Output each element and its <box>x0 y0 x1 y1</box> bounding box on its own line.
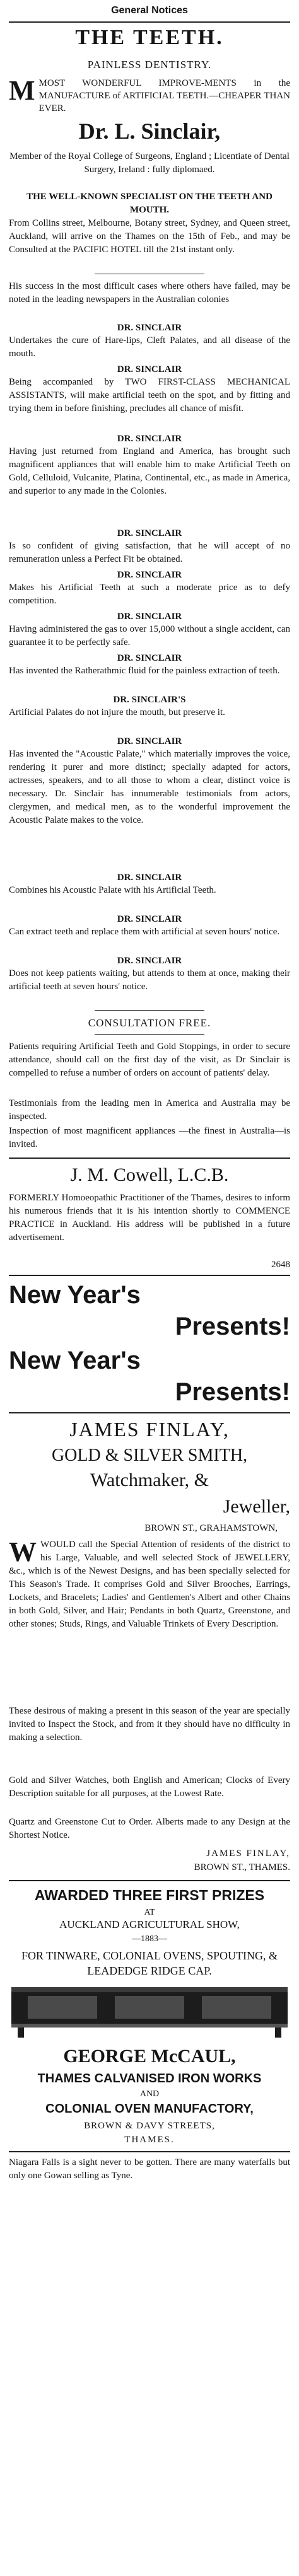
dr-label: DR. SINCLAIR <box>117 323 182 333</box>
divider <box>95 1034 204 1035</box>
dr-label: DR. SINCLAIR <box>117 528 182 538</box>
finlay-trade: GOLD & SILVER SMITH, <box>51 1446 248 1465</box>
oven-top <box>11 1987 288 1992</box>
consultation-title: CONSULTATION FREE. <box>88 1017 211 1029</box>
drop-cap: M <box>9 75 35 106</box>
dr-label: DR. SINCLAIR <box>117 956 182 966</box>
finlay-body-text: WOULD call the Special Attention of residents of the district to his Large, Valuable, and well selected Stock of JEWELLERY, &c., which is of the Newest Designs, and has been specially selected for This Season's Trade. It comprises Gold and Silver Brooches, Earrings, Lockets, and Bracelets; Ladies' and Gentlemen's Albert and other Chains in both Gold, Silver, and Hair; Pendants in both Quartz, Greenstone, and other stones; Studs, Rings, and Valuable Trinkets of Every Description. <box>9 1540 290 1629</box>
colonial-oven-illustration <box>9 1985 290 2040</box>
oven-leg <box>275 2028 281 2038</box>
success-text: His success in the most difficult cases where others have failed, may be noted in the leading newspapers in the Australian colonies <box>9 281 290 305</box>
specialist-line: THE WELL-KNOWN SPECIALIST ON THE TEETH AND MOUTH. <box>26 192 273 215</box>
divider <box>9 2151 290 2152</box>
mccaul-works: COLONIAL OVEN MANUFACTORY, <box>45 2102 254 2116</box>
paragraph: Combines his Acoustic Palate with his Artificial Teeth. <box>9 885 216 895</box>
cowell-title: J. M. Cowell, L.C.B. <box>70 1164 229 1185</box>
oven-leg <box>18 2028 24 2038</box>
ad-title-teeth: THE TEETH. <box>75 26 224 49</box>
finlay-address: BROWN ST., GRAHAMSTOWN, <box>144 1523 278 1533</box>
paragraph: Being accompanied by TWO FIRST-CLASS MECHANICAL ASSISTANTS, will make artificial teeth on the spot, and by fitting and trying them in before finishing, precludes all chance of misfit. <box>9 377 290 414</box>
paragraph: Undertakes the cure of Hare-lips, Cleft Palates, and all disease of the mouth. <box>9 335 290 359</box>
finlay-body <box>9 1538 290 1631</box>
divider <box>95 1010 204 1011</box>
finlay-body: These desirous of making a present in this season of the year are specially invited to Inspect the Stock, and from it they should have no difficulty in making a selection. <box>9 1706 290 1743</box>
mccaul-address: BROWN & DAVY STREETS, <box>84 2121 215 2131</box>
mccaul-name: GEORGE McCAUL, <box>63 2046 236 2067</box>
consultation-text: Patients requiring Artificial Teeth and Gold Stoppings, in order to secure attendance, should call on the first day of the visit, as Dr Sinclair is compelled to refuse a number of orders on account of patients' delay. <box>9 1041 290 1078</box>
lead-text: MOST WONDERFUL IMPROVE-MENTS in the MANUFACTURE of ARTIFICIAL TEETH.—CHEAPER THAN EVER. <box>38 78 290 113</box>
dr-label: DR. SINCLAIR <box>117 434 182 444</box>
dr-label: DR. SINCLAIR'S <box>113 695 186 705</box>
divider <box>9 1157 290 1159</box>
finlay-signature-address: BROWN ST., THAMES. <box>194 1862 290 1872</box>
oven-door <box>115 1996 184 2019</box>
mccaul-at: AT <box>144 1908 155 1917</box>
paragraph: Makes his Artificial Teeth at such a moderate price as to defy competition. <box>9 583 290 606</box>
inspection-text: Inspection of most magnificent appliances —the finest in Australia—is invited. <box>9 1126 290 1149</box>
dr-label: DR. SINCLAIR <box>117 612 182 622</box>
ad-subtitle: PAINLESS DENTISTRY. <box>87 59 212 71</box>
finlay-body: Gold and Silver Watches, both English and American; Clocks of Every Description suitable for all purposes, at the Lowest Rate. <box>9 1775 290 1799</box>
mccaul-works: AND <box>139 2089 160 2099</box>
finlay-trade: Watchmaker, & <box>90 1470 209 1490</box>
testimonials-text: Testimonials from the leading men in America and Australia may be inspected. <box>9 1098 290 1122</box>
paragraph: Having administered the gas to over 15,000 without a single accident, can guarantee it to be perfectly safe. <box>9 624 290 647</box>
oven-door <box>202 1996 271 2019</box>
dr-label: DR. SINCLAIR <box>117 736 182 746</box>
finlay-body: Quartz and Greenstone Cut to Order. Alberts made to any Design at the Shortest Notice. <box>9 1817 290 1840</box>
mccaul-awards: AWARDED THREE FIRST PRIZES <box>34 1887 265 1903</box>
doctor-name: Dr. L. Sinclair, <box>78 119 221 144</box>
oven-door <box>28 1996 97 2019</box>
mccaul-products: FOR TINWARE, COLONIAL OVENS, SPOUTING, & LEADEDGE RIDGE CAP. <box>21 1949 278 1977</box>
drop-cap: W <box>9 1536 37 1567</box>
finlay-signature: JAMES FINLAY, <box>206 1848 290 1859</box>
paragraph: Having just returned from England and America, has brought such magnificent appliances that will enable him to make Artificial Teeth on Gold, Celluloid, Vulcanite, Platina, Continental, etc., as made in America, and superior to any made in the Colonies. <box>9 446 290 496</box>
mccaul-year: —1883— <box>132 1934 167 1944</box>
divider <box>9 1880 290 1881</box>
dr-label: DR. SINCLAIR <box>117 914 182 924</box>
credentials: Member of the Royal College of Surgeons, England ; Licentiate of Dental Surgery, Ireland : fully diplomaed. <box>9 151 290 175</box>
divider <box>9 21 290 23</box>
footer-notice: Niagara Falls is a sight never to be gotten. There are many waterfalls but only one Gowan selling as Tyne. <box>9 2157 290 2181</box>
finlay-name: JAMES FINLAY, <box>69 1418 230 1441</box>
dr-label: DR. SINCLAIR <box>117 873 182 883</box>
finlay-trade: Jeweller, <box>223 1496 290 1517</box>
cowell-text: FORMERLY Homoeopathic Practitioner of the Thames, desires to inform his numerous friends that it is his intention shortly to COMMENCE PRACTICE in Auckland. His address will be published in a future advertisement. <box>9 1193 290 1243</box>
paragraph: Artificial Palates do not injure the mouth, but preserve it. <box>9 707 225 717</box>
section-title: General Notices <box>111 5 188 16</box>
presents-line: New Year's <box>9 1281 141 1309</box>
oven-base <box>11 2024 288 2028</box>
dr-label: DR. SINCLAIR <box>117 570 182 580</box>
dr-label: DR. SINCLAIR <box>117 653 182 663</box>
presents-line: Presents! <box>175 1313 290 1340</box>
divider <box>9 1412 290 1413</box>
paragraph: Is so confident of giving satisfaction, that he will accept of no remuneration unless a Perfect Fit be obtained. <box>9 541 290 564</box>
divider <box>9 1275 290 1276</box>
paragraph: Can extract teeth and replace them with artificial at seven hours' notice. <box>9 927 280 937</box>
ad-lead <box>9 77 290 115</box>
mccaul-show: AUCKLAND AGRICULTURAL SHOW, <box>59 1918 240 1930</box>
paragraph: Has invented the "Acoustic Palate," which materially improves the voice, rendering it purer and more distinct; specially adapted for actors, actresses, speakers, and to all those to whom a clear, distinct voice is necessary. Dr. Sinclair has innumerable testimonials from actors, clergymen, and medical men, as to the wonderful improvement the Acoustic Palate makes to the voice. <box>9 749 290 825</box>
paragraph: Has invented the Ratherathmic fluid for the painless extraction of teeth. <box>9 666 280 676</box>
dr-label: DR. SINCLAIR <box>117 364 182 374</box>
mccaul-works: THAMES CALVANISED IRON WORKS <box>37 2072 262 2086</box>
presents-line: New Year's <box>9 1347 141 1374</box>
mccaul-town: THAMES. <box>124 2135 175 2145</box>
arrival-text: From Collins street, Melbourne, Botany street, Sydney, and Queen street, Auckland, will arrive on the Thames on the 15th of Feb., and may be Consulted at the PACIFIC HOTEL till the 21st instant only. <box>9 218 290 255</box>
cowell-ref: 2648 <box>271 1260 290 1270</box>
presents-line: Presents! <box>175 1378 290 1406</box>
paragraph: Does not keep patients waiting, but attends to them at once, making their artificial teeth at seven hours' notice. <box>9 968 290 992</box>
